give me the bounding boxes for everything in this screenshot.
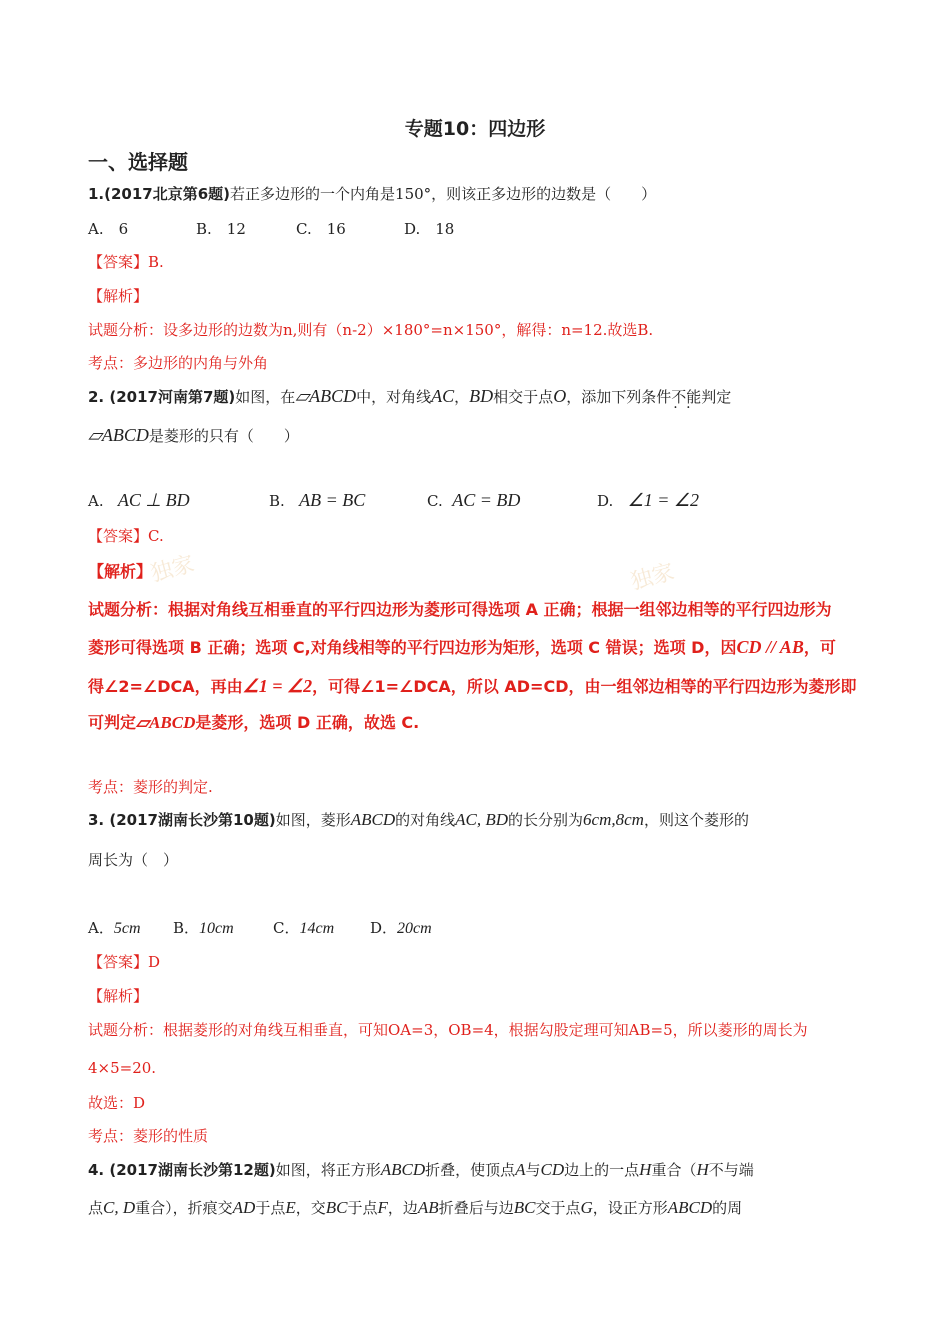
section-heading: 一、选择题 xyxy=(88,150,188,174)
q1-option-d: D. 18 xyxy=(404,220,455,238)
q3-acbd: AC, BD xyxy=(455,810,509,829)
q3-option-label: D． xyxy=(370,919,398,937)
q2-analysis-line2 xyxy=(88,637,836,658)
q3-stem-line1 xyxy=(88,810,749,830)
q2-option-value: AC ⊥ BD xyxy=(117,490,190,510)
q2-ac: AC xyxy=(431,386,455,406)
q3-option-a xyxy=(88,917,141,938)
q2-option-c xyxy=(427,490,520,511)
q3-text: ，则这个菱形的 xyxy=(643,811,749,829)
q2-option-value: ∠1 = ∠2 xyxy=(627,490,699,510)
q1-analysis-label: 【解析】 xyxy=(88,287,149,305)
q2-analysis-text: ，可得∠1=∠DCA，所以 AD=CD，由一组邻边相等的平行四边形为菱形即 xyxy=(312,677,857,696)
q3-analysis-line3: 故选：D xyxy=(88,1094,146,1112)
q4-math: H xyxy=(639,1160,652,1179)
q2-stem-line2 xyxy=(88,425,299,446)
q4-math: G xyxy=(580,1198,593,1217)
q4-text: 重合），折痕交 xyxy=(135,1199,233,1217)
q4-math: AD xyxy=(232,1198,256,1217)
q4-math: C, D xyxy=(103,1198,136,1217)
q2-o: O xyxy=(553,386,567,406)
q2-stem-line1 xyxy=(88,386,731,407)
q4-text: 于点 xyxy=(347,1199,378,1217)
q4-text: 折叠，使顶点 xyxy=(425,1161,516,1179)
q4-math: F xyxy=(377,1198,388,1217)
q3-analysis-line1: 试题分析：根据菱形的对角线互相垂直，可知OA=3，OB=4，根据勾股定理可知AB=5，所以菱形的周长为 xyxy=(88,1021,808,1039)
q4-text: ，边 xyxy=(387,1199,418,1217)
q1-answer: 【答案】B. xyxy=(88,253,164,271)
q4-text: 边上的一点 xyxy=(564,1161,640,1179)
q2-option-label: B. xyxy=(269,492,285,510)
q3-option-c xyxy=(273,917,334,938)
q1-option-c: C. 16 xyxy=(296,220,346,238)
q2-option-label: A. xyxy=(88,492,104,510)
q4-text: 的周 xyxy=(712,1199,743,1217)
q2-analysis-label: 【解析】 xyxy=(88,562,153,581)
q4-math: BC xyxy=(513,1198,536,1217)
q2-bd: BD xyxy=(469,386,494,406)
q3-option-label: B． xyxy=(173,919,200,937)
q4-text: 不与端 xyxy=(708,1161,754,1179)
watermark: 独家 xyxy=(148,551,198,588)
q2-answer: 【答案】C. xyxy=(88,527,164,545)
q2-analysis-text: 得∠2=∠DCA，再由 xyxy=(88,677,243,696)
q3-option-label: A． xyxy=(88,919,114,937)
q3-text: 的对角线 xyxy=(395,811,456,829)
q4-text: 于点 xyxy=(255,1199,286,1217)
q4-text: 重合（ xyxy=(651,1161,697,1179)
q2-analysis-line4 xyxy=(88,713,419,733)
q2-text: ， xyxy=(454,388,470,406)
q2-parallelogram: ▱ABCD xyxy=(88,425,149,445)
q3-answer: 【答案】D xyxy=(88,953,161,971)
q3-option-b xyxy=(173,917,234,938)
q4-text: 如图，将正方形 xyxy=(275,1161,381,1179)
q2-option-b xyxy=(269,490,365,511)
q2-analysis-parallelogram: ▱ABCD xyxy=(136,713,196,732)
q4-math: H xyxy=(696,1160,709,1179)
q2-analysis-text: 菱形可得选项 B 正确；选项 C,对角线相等的平行四边形为矩形，选项 C 错误；选项 D，因 xyxy=(88,638,737,657)
q3-head: 3. (2017湖南长沙第10题) xyxy=(88,811,276,829)
q2-point: 考点：菱形的判定. xyxy=(88,778,213,796)
q4-text: 点 xyxy=(88,1199,104,1217)
q4-math: AB xyxy=(417,1198,439,1217)
q2-analysis-text: 可判定 xyxy=(88,713,137,732)
q3-text: 的长分别为 xyxy=(508,811,584,829)
q1-head: 1.(2017北京第6题) xyxy=(88,185,231,203)
q1-option-a: A. 6 xyxy=(88,220,129,238)
q4-math: BC xyxy=(325,1198,348,1217)
q3-option-value: 10cm xyxy=(199,920,234,937)
q2-text: 中，对角线 xyxy=(356,388,432,406)
q1-stem-text: 若正多边形的一个内角是150°，则该正多边形的边数是（ ） xyxy=(230,185,657,203)
q1-option-b: B. 12 xyxy=(196,220,246,238)
q2-text: 判定 xyxy=(701,388,732,406)
q2-analysis-line3 xyxy=(88,676,856,697)
q2-option-value: AC = BD xyxy=(452,490,521,510)
q2-text: 相交于点 xyxy=(493,388,554,406)
q2-analysis-line1: 试题分析：根据对角线互相垂直的平行四边形为菱形可得选项 A 正确；根据一组邻边相等的平行四边形为 xyxy=(88,600,832,619)
q3-option-value: 14cm xyxy=(299,920,335,937)
q4-text: ，设正方形 xyxy=(592,1199,668,1217)
q2-text: ，添加下列条件 xyxy=(566,388,672,406)
watermark: 独家 xyxy=(628,559,678,596)
q4-text: ，交 xyxy=(295,1199,326,1217)
q4-stem-line2 xyxy=(88,1198,742,1218)
q4-text: 交于点 xyxy=(535,1199,581,1217)
q2-head: 2. (2017河南第7题) xyxy=(88,388,236,406)
q2-option-d xyxy=(597,490,699,511)
q3-text: 如图，菱形 xyxy=(275,811,351,829)
q3-abcd: ABCD xyxy=(350,810,396,829)
q4-math: A xyxy=(515,1160,526,1179)
q4-text: 折叠后与边 xyxy=(438,1199,514,1217)
q4-math: E xyxy=(285,1198,296,1217)
q2-analysis-angle: ∠1 = ∠2 xyxy=(242,676,313,696)
q3-analysis-label: 【解析】 xyxy=(88,987,149,1005)
q2-analysis-text: ，可 xyxy=(803,638,836,657)
q4-stem-line1 xyxy=(88,1160,754,1180)
q2-text: 如图，在 xyxy=(235,388,296,406)
q4-text: 与 xyxy=(525,1161,541,1179)
q3-option-value: 20cm xyxy=(397,920,432,937)
page-title: 专题10：四边形 xyxy=(404,118,546,140)
q4-math: ABCD xyxy=(380,1160,426,1179)
q3-analysis-line2: 4×5=20. xyxy=(88,1059,157,1077)
q2-analysis-text: 是菱形，选项 D 正确，故选 C. xyxy=(195,713,420,732)
q2-option-value: AB = BC xyxy=(299,490,366,510)
q4-math: ABCD xyxy=(667,1198,713,1217)
q1-stem xyxy=(88,184,656,204)
q4-head: 4. (2017湖南长沙第12题) xyxy=(88,1161,276,1179)
q3-option-value: 5cm xyxy=(113,920,141,937)
q4-math: CD xyxy=(540,1160,565,1179)
q3-option-d xyxy=(370,917,432,938)
q2-option-label: D. xyxy=(597,492,614,510)
q2-text: 是菱形的只有（ ） xyxy=(148,427,299,445)
q2-option-label: C. xyxy=(427,492,443,510)
q2-option-a xyxy=(88,490,190,511)
q2-parallelogram: ▱ABCD xyxy=(295,386,357,406)
q3-point: 考点：菱形的性质 xyxy=(88,1127,209,1145)
q1-analysis: 试题分析：设多边形的边数为n,则有（n-2）×180°=n×150°，解得：n=12.故选B. xyxy=(88,321,654,339)
q3-lengths: 6cm,8cm xyxy=(583,810,644,829)
q1-point: 考点：多边形的内角与外角 xyxy=(88,354,269,372)
q3-stem-line2: 周长为（ ） xyxy=(88,851,179,869)
q2-analysis-cd-ab: CD // AB xyxy=(736,637,804,657)
q2-emphasis: 不能 · · xyxy=(671,388,701,406)
q3-option-label: C． xyxy=(273,919,300,937)
